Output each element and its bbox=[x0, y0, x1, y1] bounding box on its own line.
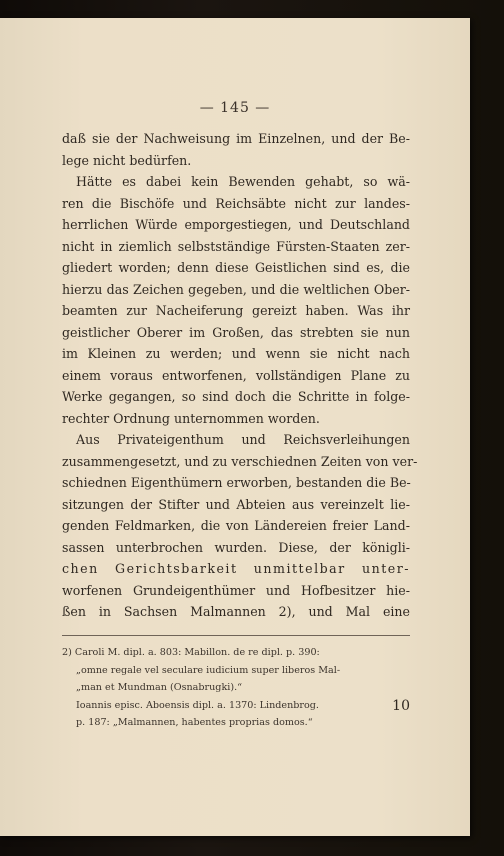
body-line: nicht in ziemlich selbstständige Fürsten-Staaten zer- bbox=[62, 238, 410, 254]
body-line: rechter Ordnung unternommen worden. bbox=[62, 410, 320, 426]
body-line: schiednen Eigenthümern erworben, bestanden die Be- bbox=[62, 475, 411, 490]
body-line: daß sie der Nachweisung im Einzelnen, und der Be- bbox=[62, 131, 410, 146]
body-line: im Kleinen zu werden; und wenn sie nicht nach bbox=[62, 346, 410, 361]
body-line: worfenen Grundeigenthümer und Hofbesitzer hie- bbox=[62, 582, 410, 598]
body-line: geistlicher Oberer im Großen, das strebten sie nun bbox=[62, 324, 410, 340]
footnotes bbox=[62, 644, 410, 732]
body-line: ren die Bischöfe und Reichsäbte nicht zur landes- bbox=[62, 195, 410, 211]
page-number: — 145 — bbox=[199, 100, 271, 116]
body-line: einem voraus entworfenen, vollständigen Plane zu bbox=[62, 367, 410, 383]
body-line: Aus Privateigenthum und Reichsverleihungen bbox=[76, 432, 410, 447]
body-line: zusammengesetzt, und zu verschiednen Zeiten von ver- bbox=[62, 453, 418, 469]
body-line: genden Feldmarken, die von Ländereien freier Land- bbox=[62, 518, 410, 533]
book-page bbox=[0, 18, 470, 836]
body-line: herrlichen Würde emporgestiegen, und Deutschland bbox=[62, 217, 410, 232]
footnote-rule bbox=[62, 635, 410, 636]
body-line: sitzungen der Stifter und Abteien aus vereinzelt lie- bbox=[62, 496, 410, 512]
signature-mark: 10 bbox=[392, 698, 410, 714]
footnote-line: p. 187: „Malmannen, habentes proprias domos.“ bbox=[76, 717, 313, 728]
body-line: ßen in Sachsen Malmannen 2), und Mal eine bbox=[62, 604, 410, 619]
footnote-line: „omne regale vel seculare iudicium super liberos Mal- bbox=[76, 664, 341, 676]
body-line: Werke gegangen, so sind doch die Schritte in folge- bbox=[62, 389, 410, 404]
body-line: sassen unterbrochen wurden. Diese, der königli- bbox=[62, 539, 410, 555]
body-line: beamten zur Nacheiferung gereizt haben. Was ihr bbox=[62, 303, 410, 318]
footnote-line: 2) Caroli M. dipl. a. 803: Mabillon. de re dipl. p. 390: bbox=[62, 647, 320, 658]
body-line: gliedert worden; denn diese Geistlichen sind es, die bbox=[62, 260, 410, 275]
footnote-line: „man et Mundman (Osnabrugki).“ bbox=[76, 682, 243, 693]
body-line: lege nicht bedürfen. bbox=[62, 152, 192, 168]
footnote-line: Ioannis episc. Aboensis dipl. a. 1370: Lindenbrog. bbox=[76, 699, 319, 711]
body-text bbox=[62, 128, 418, 623]
body-line: hierzu das Zeichen gegeben, und die weltlichen Ober- bbox=[62, 281, 410, 297]
body-line: Hätte es dabei kein Bewenden gehabt, so wä- bbox=[76, 174, 410, 189]
body-line: chen Gerichtsbarkeit unmittelbar unter- bbox=[62, 561, 410, 576]
